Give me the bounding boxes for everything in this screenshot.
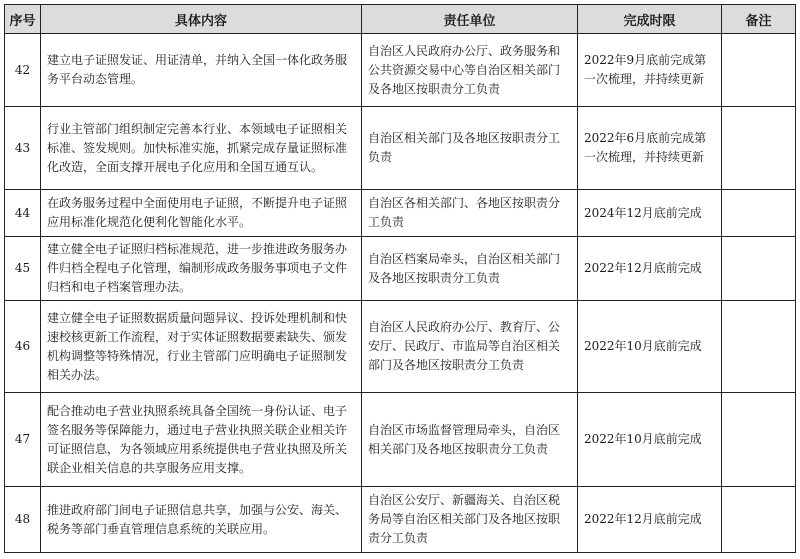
table-row [5, 393, 796, 487]
row-content: 建立健全电子证照数据质量问题异议、投诉处理机制和快速校核更新工作流程，对于实体证照数据要素缺失、颁发机构调整等特殊情况，行业主管部门应明确电子证照制发相关办法。 [41, 301, 362, 393]
row-number: 44 [5, 190, 41, 237]
row-unit: 自治区档案局牵头，自治区相关部门及各地区按职责分工负责 [362, 237, 578, 301]
table-row [5, 237, 796, 301]
row-note [722, 487, 796, 553]
row-deadline: 2024年12月底前完成 [578, 190, 722, 237]
table-row [5, 190, 796, 237]
row-unit: 自治区各相关部门、各地区按职责分工负责 [362, 190, 578, 237]
table-wrapper [4, 4, 796, 553]
row-note [722, 301, 796, 393]
row-unit: 自治区相关部门及各地区按职责分工负责 [362, 107, 578, 190]
row-deadline: 2022年10月底前完成 [578, 393, 722, 487]
row-content: 行业主管部门组织制定完善本行业、本领域电子证照相关标准、签发规则。加快标准实施，抓紧完成存量证照标准化改造，全面支撑开展电子化应用和全国互通互认。 [41, 107, 362, 190]
row-deadline: 2022年6月底前完成第一次梳理，并持续更新 [578, 107, 722, 190]
row-content: 在政务服务过程中全面使用电子证照，不断提升电子证照应用标准化规范化便利化智能化水平。 [41, 190, 362, 237]
row-number: 48 [5, 487, 41, 553]
row-deadline: 2022年10月底前完成 [578, 301, 722, 393]
table-row [5, 107, 796, 190]
row-unit: 自治区人民政府办公厅、政务服务和公共资源交易中心等自治区相关部门及各地区按职责分工负责 [362, 34, 578, 107]
row-note [722, 107, 796, 190]
table-row [5, 487, 796, 553]
row-note [722, 190, 796, 237]
table-row [5, 301, 796, 393]
row-content: 建立健全电子证照归档标准规范，进一步推进政务服务办件归档全程电子化管理，编制形成政务服务事项电子文件归档和电子档案管理办法。 [41, 237, 362, 301]
row-number: 47 [5, 393, 41, 487]
row-deadline: 2022年9月底前完成第一次梳理，并持续更新 [578, 34, 722, 107]
header-unit: 责任单位 [362, 5, 578, 34]
row-content: 建立电子证照发证、用证清单，并纳入全国一体化政务服务平台动态管理。 [41, 34, 362, 107]
row-note [722, 237, 796, 301]
header-row [5, 5, 796, 34]
row-unit: 自治区市场监督管理局牵头，自治区相关部门及各地区按职责分工负责 [362, 393, 578, 487]
table-row [5, 34, 796, 107]
row-unit: 自治区公安厅、新疆海关、自治区税务局等自治区相关部门及各地区按职责分工负责 [362, 487, 578, 553]
row-content: 推进政府部门间电子证照信息共享，加强与公安、海关、税务等部门垂直管理信息系统的关联应用。 [41, 487, 362, 553]
row-unit: 自治区人民政府办公厅、教育厅、公安厅、民政厅、市监局等自治区相关部门及各地区按职责分工负责 [362, 301, 578, 393]
row-number: 42 [5, 34, 41, 107]
row-number: 43 [5, 107, 41, 190]
task-table [4, 4, 796, 553]
row-deadline: 2022年12月底前完成 [578, 487, 722, 553]
header-deadline: 完成时限 [578, 5, 722, 34]
row-number: 46 [5, 301, 41, 393]
header-note: 备注 [722, 5, 796, 34]
row-number: 45 [5, 237, 41, 301]
header-no: 序号 [5, 5, 41, 34]
row-content: 配合推动电子营业执照系统具备全国统一身份认证、电子签名服务等保障能力，通过电子营业执照关联企业相关许可证照信息，为各领域应用系统提供电子营业执照及所关联企业相关信息的共享服务应用支撑。 [41, 393, 362, 487]
header-content: 具体内容 [41, 5, 362, 34]
row-deadline: 2022年12月底前完成 [578, 237, 722, 301]
row-note [722, 34, 796, 107]
row-note [722, 393, 796, 487]
